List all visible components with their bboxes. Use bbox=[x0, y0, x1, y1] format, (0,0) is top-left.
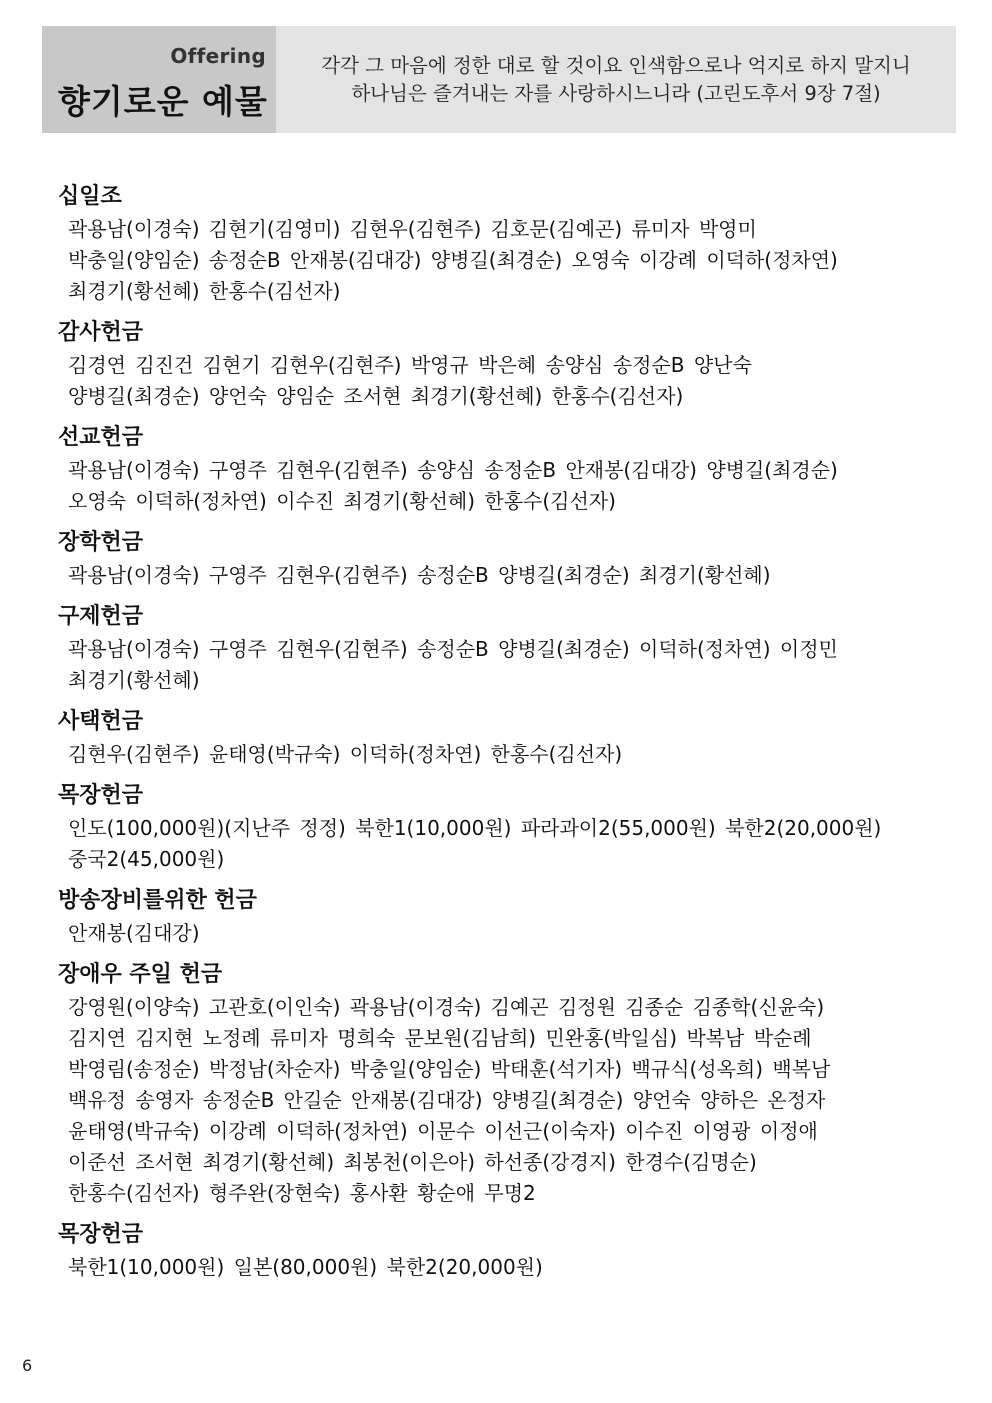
donor-line: 강영원(이양숙) 고관호(이인숙) 곽용남(이경숙) 김예곤 김정원 김종순 김종학(신윤숙) bbox=[68, 995, 825, 1019]
donor-line: 김현우(김현주) 윤태영(박규숙) 이덕하(정차연) 한홍수(김선자) bbox=[68, 742, 623, 766]
section-title: 사택헌금 bbox=[58, 709, 144, 734]
donor-list bbox=[58, 918, 938, 949]
donor-line: 곽용남(이경숙) 구영주 김현우(김현주) 송정순B 양병길(최경순) 이덕하(정차연) 이정민 bbox=[68, 637, 838, 661]
donor-line: 안재봉(김대강) bbox=[68, 921, 200, 945]
donor-line: 오영숙 이덕하(정차연) 이수진 최경기(황선혜) 한홍수(김선자) bbox=[68, 489, 616, 513]
donor-list bbox=[58, 214, 938, 307]
bible-verse bbox=[276, 26, 956, 133]
header-title-block bbox=[42, 26, 276, 133]
donor-line: 최경기(황선혜) bbox=[68, 668, 200, 692]
donor-line: 북한1(10,000원) 일본(80,000원) 북한2(20,000원) bbox=[68, 1255, 543, 1279]
section-title: 장학헌금 bbox=[58, 530, 144, 555]
verse-line-2: 하나님은 즐겨내는 자를 사랑하시느니라 (고린도후서 9장 7절) bbox=[351, 81, 881, 105]
donor-line: 김경연 김진건 김현기 김현우(김현주) 박영규 박은혜 송양심 송정순B 양난숙 bbox=[68, 353, 752, 377]
offering-list bbox=[58, 180, 938, 1292]
donor-list bbox=[58, 560, 938, 591]
offering-header bbox=[42, 26, 956, 133]
donor-line: 이준선 조서현 최경기(황선혜) 최봉천(이은아) 하선종(강경지) 한경수(김명순) bbox=[68, 1150, 757, 1174]
offering-section bbox=[58, 884, 938, 949]
section-title: 구제헌금 bbox=[58, 604, 144, 629]
page-title: 향기로운 예물 bbox=[58, 82, 268, 121]
offering-section bbox=[58, 705, 938, 770]
donor-line: 한홍수(김선자) 형주완(장현숙) 홍사환 황순애 무명2 bbox=[68, 1181, 536, 1205]
offering-section bbox=[58, 526, 938, 591]
donor-line: 박충일(양임순) 송정순B 안재봉(김대강) 양병길(최경순) 오영숙 이강례 이덕하(정차연) bbox=[68, 248, 838, 272]
section-title: 선교헌금 bbox=[58, 425, 144, 450]
offering-section bbox=[58, 180, 938, 307]
donor-list bbox=[58, 992, 938, 1209]
section-title: 십일조 bbox=[58, 184, 122, 209]
verse-line-1: 각각 그 마음에 정한 대로 할 것이요 인색함으로나 억지로 하지 말지니 bbox=[321, 53, 911, 77]
donor-line: 박영림(송정순) 박정남(차순자) 박충일(양임순) 박태훈(석기자) 백규식(성옥희) 백복남 bbox=[68, 1057, 831, 1081]
donor-list bbox=[58, 813, 938, 875]
donor-line: 백유정 송영자 송정순B 안길순 안재봉(김대강) 양병길(최경순) 양언숙 양하은 온정자 bbox=[68, 1088, 826, 1112]
donor-list bbox=[58, 350, 938, 412]
section-title: 감사헌금 bbox=[58, 320, 144, 345]
donor-list bbox=[58, 739, 938, 770]
donor-line: 최경기(황선혜) 한홍수(김선자) bbox=[68, 279, 341, 303]
offering-section bbox=[58, 779, 938, 875]
donor-line: 윤태영(박규숙) 이강례 이덕하(정차연) 이문수 이선근(이숙자) 이수진 이영광 이정애 bbox=[68, 1119, 818, 1143]
donor-line: 곽용남(이경숙) 김현기(김영미) 김현우(김현주) 김호문(김예곤) 류미자 박영미 bbox=[68, 217, 757, 241]
donor-line: 곽용남(이경숙) 구영주 김현우(김현주) 송정순B 양병길(최경순) 최경기(황선혜) bbox=[68, 563, 771, 587]
section-title: 목장헌금 bbox=[58, 1222, 144, 1247]
donor-list bbox=[58, 1252, 938, 1283]
section-title: 장애우 주일 헌금 bbox=[58, 962, 223, 987]
offering-section bbox=[58, 958, 938, 1209]
section-title: 목장헌금 bbox=[58, 783, 144, 808]
section-title: 방송장비를위한 헌금 bbox=[58, 888, 257, 913]
offering-section bbox=[58, 421, 938, 517]
donor-line: 양병길(최경순) 양언숙 양임순 조서현 최경기(황선혜) 한홍수(김선자) bbox=[68, 384, 684, 408]
donor-line: 김지연 김지현 노정례 류미자 명희숙 문보원(김남희) 민완홍(박일심) 박복남 박순례 bbox=[68, 1026, 812, 1050]
header-subtitle: Offering bbox=[170, 44, 266, 68]
donor-list bbox=[58, 634, 938, 696]
donor-list bbox=[58, 455, 938, 517]
offering-section bbox=[58, 600, 938, 696]
donor-line: 중국2(45,000원) bbox=[68, 847, 225, 871]
offering-section bbox=[58, 1218, 938, 1283]
page-number: 6 bbox=[22, 1356, 33, 1375]
donor-line: 인도(100,000원)(지난주 정정) 북한1(10,000원) 파라과이2(55,000원) 북한2(20,000원) bbox=[68, 816, 882, 840]
offering-section bbox=[58, 316, 938, 412]
donor-line: 곽용남(이경숙) 구영주 김현우(김현주) 송양심 송정순B 안재봉(김대강) 양병길(최경순) bbox=[68, 458, 838, 482]
